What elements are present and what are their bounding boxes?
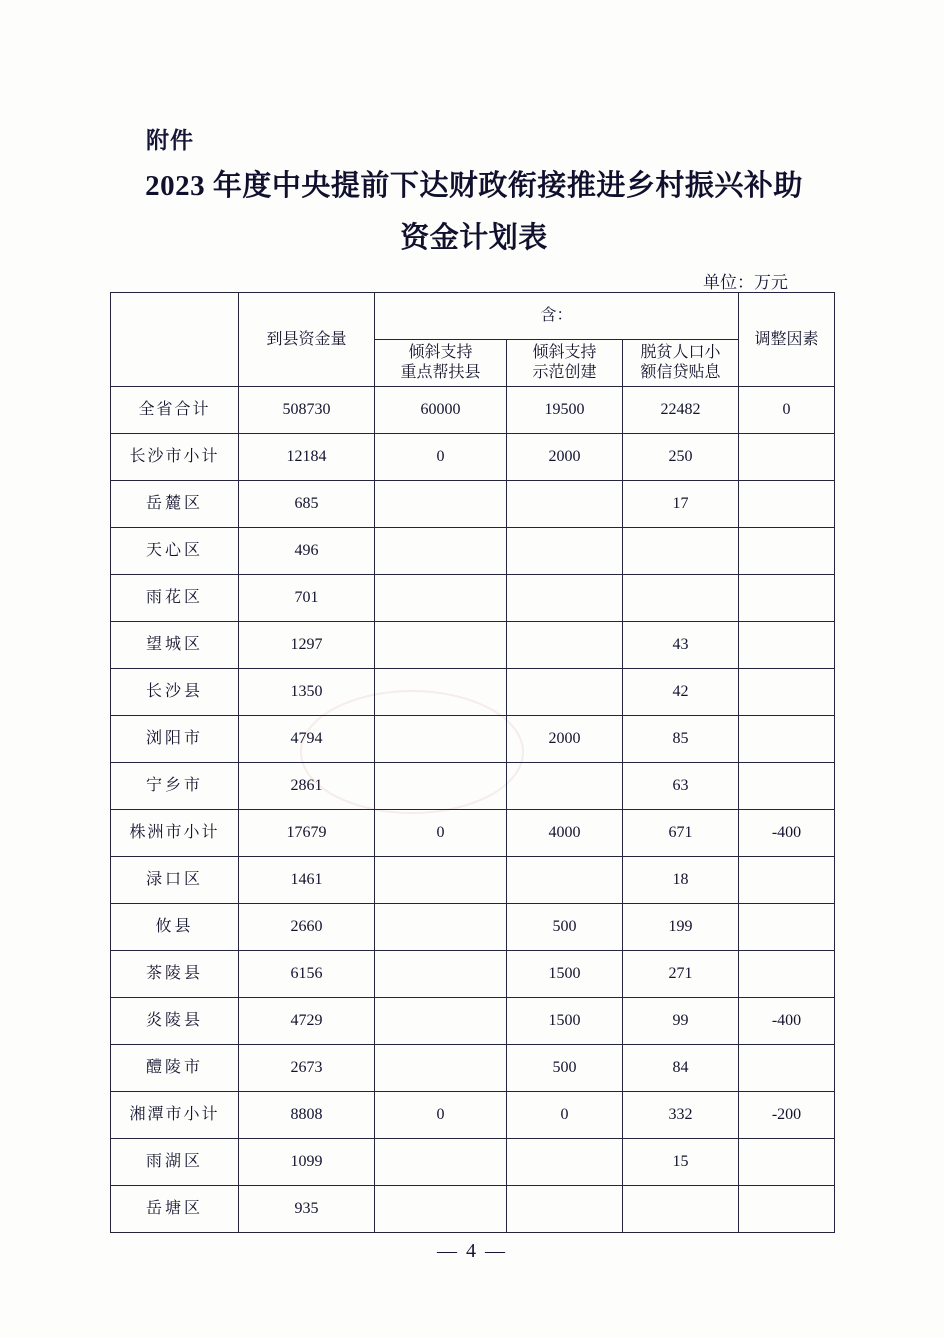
cell-credit-subsidy: 199 — [623, 904, 739, 951]
cell-amount: 685 — [239, 481, 375, 528]
cell-key-support — [375, 998, 507, 1045]
cell-amount: 935 — [239, 1186, 375, 1233]
cell-demo-build: 500 — [507, 904, 623, 951]
table-row — [111, 528, 835, 575]
header-region — [111, 293, 239, 387]
header-credit-subsidy-line1: 脱贫人口小 — [640, 344, 721, 361]
cell-key-support — [375, 669, 507, 716]
cell-key-support — [375, 1139, 507, 1186]
cell-key-support — [375, 1045, 507, 1092]
header-demo-build — [507, 340, 623, 387]
table-row — [111, 716, 835, 763]
cell-adjust-factor — [739, 857, 835, 904]
cell-credit-subsidy: 85 — [623, 716, 739, 763]
cell-region: 茶陵县 — [111, 951, 239, 998]
cell-demo-build — [507, 1139, 623, 1186]
header-adjust-factor: 调整因素 — [739, 293, 835, 387]
cell-demo-build — [507, 763, 623, 810]
cell-adjust-factor — [739, 575, 835, 622]
cell-key-support — [375, 716, 507, 763]
cell-demo-build: 500 — [507, 1045, 623, 1092]
cell-demo-build: 1500 — [507, 951, 623, 998]
cell-credit-subsidy — [623, 575, 739, 622]
cell-demo-build — [507, 575, 623, 622]
cell-credit-subsidy — [623, 1186, 739, 1233]
funding-plan-table — [110, 292, 835, 1233]
table-row — [111, 810, 835, 857]
cell-adjust-factor — [739, 528, 835, 575]
cell-amount: 2660 — [239, 904, 375, 951]
table-header-row-1 — [111, 293, 835, 340]
table-row — [111, 763, 835, 810]
header-key-support-line2: 重点帮扶县 — [400, 364, 481, 381]
cell-region: 株洲市小计 — [111, 810, 239, 857]
cell-credit-subsidy: 84 — [623, 1045, 739, 1092]
table-row — [111, 857, 835, 904]
cell-credit-subsidy — [623, 528, 739, 575]
table-row — [111, 622, 835, 669]
cell-amount: 1461 — [239, 857, 375, 904]
table-row — [111, 1045, 835, 1092]
cell-region: 湘潭市小计 — [111, 1092, 239, 1139]
cell-key-support — [375, 763, 507, 810]
cell-demo-build — [507, 1186, 623, 1233]
cell-amount: 12184 — [239, 434, 375, 481]
cell-demo-build: 1500 — [507, 998, 623, 1045]
cell-amount: 1099 — [239, 1139, 375, 1186]
cell-demo-build: 4000 — [507, 810, 623, 857]
table-row — [111, 669, 835, 716]
header-demo-build-line1: 倾斜支持 — [532, 344, 597, 361]
cell-adjust-factor — [739, 951, 835, 998]
cell-region: 望城区 — [111, 622, 239, 669]
cell-credit-subsidy: 22482 — [623, 387, 739, 434]
table-row — [111, 1186, 835, 1233]
cell-amount: 8808 — [239, 1092, 375, 1139]
cell-credit-subsidy: 99 — [623, 998, 739, 1045]
cell-demo-build — [507, 669, 623, 716]
cell-adjust-factor — [739, 481, 835, 528]
cell-adjust-factor: -200 — [739, 1092, 835, 1139]
cell-adjust-factor — [739, 904, 835, 951]
header-credit-subsidy-line2: 额信贷贴息 — [640, 364, 721, 381]
cell-demo-build — [507, 481, 623, 528]
cell-key-support — [375, 575, 507, 622]
cell-amount: 496 — [239, 528, 375, 575]
cell-key-support: 0 — [375, 1092, 507, 1139]
cell-key-support: 0 — [375, 434, 507, 481]
attachment-label: 附件 — [146, 128, 194, 153]
header-demo-build-line2: 示范创建 — [532, 364, 597, 381]
cell-credit-subsidy: 63 — [623, 763, 739, 810]
cell-demo-build: 2000 — [507, 434, 623, 481]
cell-region: 雨花区 — [111, 575, 239, 622]
cell-demo-build — [507, 857, 623, 904]
cell-demo-build: 2000 — [507, 716, 623, 763]
cell-adjust-factor — [739, 763, 835, 810]
cell-adjust-factor — [739, 1139, 835, 1186]
cell-key-support — [375, 622, 507, 669]
cell-credit-subsidy: 18 — [623, 857, 739, 904]
cell-region: 浏阳市 — [111, 716, 239, 763]
cell-adjust-factor — [739, 716, 835, 763]
cell-key-support: 0 — [375, 810, 507, 857]
cell-adjust-factor — [739, 1045, 835, 1092]
cell-region: 岳塘区 — [111, 1186, 239, 1233]
table-row — [111, 998, 835, 1045]
table-row — [111, 575, 835, 622]
cell-region: 天心区 — [111, 528, 239, 575]
cell-amount: 4794 — [239, 716, 375, 763]
cell-adjust-factor: -400 — [739, 810, 835, 857]
cell-region: 岳麓区 — [111, 481, 239, 528]
table-row — [111, 951, 835, 998]
page-number: — 4 — — [437, 1240, 507, 1262]
cell-region: 炎陵县 — [111, 998, 239, 1045]
cell-region: 攸县 — [111, 904, 239, 951]
table-body — [111, 387, 835, 1233]
table-row — [111, 904, 835, 951]
unit-label: 单位：万元 — [703, 273, 788, 292]
cell-credit-subsidy: 332 — [623, 1092, 739, 1139]
cell-amount: 4729 — [239, 998, 375, 1045]
cell-credit-subsidy: 15 — [623, 1139, 739, 1186]
cell-amount: 2673 — [239, 1045, 375, 1092]
cell-amount: 6156 — [239, 951, 375, 998]
cell-key-support: 60000 — [375, 387, 507, 434]
cell-credit-subsidy: 42 — [623, 669, 739, 716]
cell-credit-subsidy: 671 — [623, 810, 739, 857]
cell-key-support — [375, 857, 507, 904]
cell-demo-build: 0 — [507, 1092, 623, 1139]
cell-amount: 1297 — [239, 622, 375, 669]
cell-amount: 17679 — [239, 810, 375, 857]
header-key-support-line1: 倾斜支持 — [408, 344, 473, 361]
cell-region: 醴陵市 — [111, 1045, 239, 1092]
cell-demo-build — [507, 528, 623, 575]
cell-region: 长沙市小计 — [111, 434, 239, 481]
table-row — [111, 481, 835, 528]
cell-region: 渌口区 — [111, 857, 239, 904]
cell-key-support — [375, 528, 507, 575]
cell-amount: 508730 — [239, 387, 375, 434]
table-header — [111, 293, 835, 387]
cell-key-support — [375, 904, 507, 951]
cell-adjust-factor: -400 — [739, 998, 835, 1045]
cell-key-support — [375, 951, 507, 998]
cell-credit-subsidy: 43 — [623, 622, 739, 669]
cell-demo-build — [507, 622, 623, 669]
cell-credit-subsidy: 17 — [623, 481, 739, 528]
cell-region: 雨湖区 — [111, 1139, 239, 1186]
table-row — [111, 1092, 835, 1139]
header-contains: 含： — [375, 293, 739, 340]
cell-credit-subsidy: 271 — [623, 951, 739, 998]
page-title: 2023 年度中央提前下达财政衔接推进乡村振兴补助资金计划表 — [145, 170, 803, 254]
cell-key-support — [375, 1186, 507, 1233]
cell-adjust-factor — [739, 622, 835, 669]
table-row — [111, 434, 835, 481]
table-row — [111, 387, 835, 434]
header-amount: 到县资金量 — [239, 293, 375, 387]
table-row — [111, 1139, 835, 1186]
cell-region: 长沙县 — [111, 669, 239, 716]
cell-demo-build: 19500 — [507, 387, 623, 434]
cell-region: 宁乡市 — [111, 763, 239, 810]
cell-amount: 2861 — [239, 763, 375, 810]
cell-credit-subsidy: 250 — [623, 434, 739, 481]
cell-adjust-factor — [739, 669, 835, 716]
cell-key-support — [375, 481, 507, 528]
header-key-support — [375, 340, 507, 387]
cell-amount: 1350 — [239, 669, 375, 716]
cell-adjust-factor — [739, 434, 835, 481]
cell-region: 全省合计 — [111, 387, 239, 434]
header-credit-subsidy — [623, 340, 739, 387]
cell-amount: 701 — [239, 575, 375, 622]
cell-adjust-factor — [739, 1186, 835, 1233]
cell-adjust-factor: 0 — [739, 387, 835, 434]
